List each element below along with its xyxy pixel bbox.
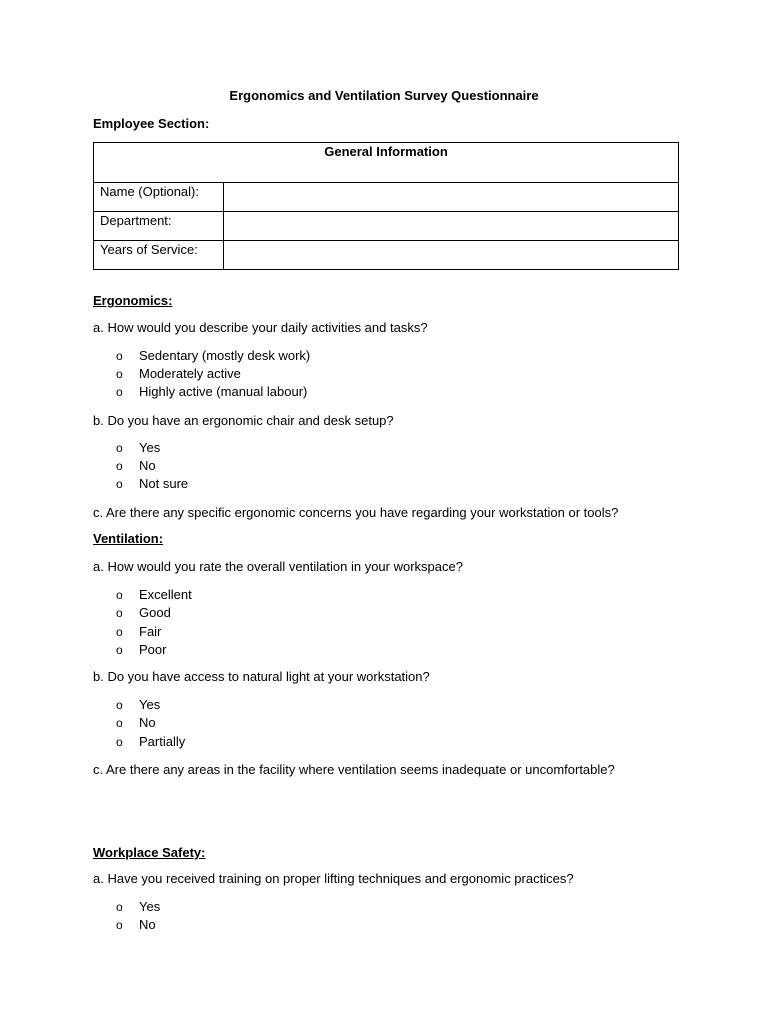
option-label: Not sure: [139, 476, 189, 491]
option-training-no[interactable]: [0, 917, 768, 933]
ventilation-heading: Ventilation:: [93, 531, 164, 546]
option-fair[interactable]: [0, 624, 768, 640]
option-label: Highly active (manual labour): [139, 384, 308, 399]
name-field-input[interactable]: [224, 183, 679, 212]
ventilation-question-c: c. Are there any areas in the facility where ventilation seems inadequate or uncomfortable?: [93, 762, 615, 777]
option-label: Fair: [139, 624, 162, 639]
option-label: Yes: [139, 697, 161, 712]
years-of-service-field-label: Years of Service:: [94, 241, 224, 270]
department-field-input[interactable]: [224, 212, 679, 241]
department-field-label: Department:: [94, 212, 224, 241]
option-label: Sedentary (mostly desk work): [139, 348, 311, 363]
general-information-header: General Information: [94, 143, 679, 183]
name-field-label: Name (Optional):: [94, 183, 224, 212]
option-bullet: o: [116, 625, 123, 639]
option-chair-no[interactable]: [0, 458, 768, 474]
ventilation-question-b: b. Do you have access to natural light at your workstation?: [93, 669, 430, 684]
option-light-yes[interactable]: [0, 697, 768, 713]
option-bullet: o: [116, 698, 123, 712]
years-of-service-field-input[interactable]: [224, 241, 679, 270]
option-bullet: o: [116, 918, 123, 932]
ergonomics-question-b: b. Do you have an ergonomic chair and desk setup?: [93, 413, 394, 428]
ventilation-question-a: a. How would you rate the overall ventilation in your workspace?: [93, 559, 463, 574]
option-bullet: o: [116, 477, 123, 491]
option-label: Yes: [139, 440, 161, 455]
ergonomics-question-c: c. Are there any specific ergonomic concerns you have regarding your workstation or tools?: [93, 505, 619, 520]
option-label: Partially: [139, 734, 186, 749]
option-light-partially[interactable]: [0, 734, 768, 750]
option-highly-active[interactable]: [0, 384, 768, 400]
option-bullet: o: [116, 367, 123, 381]
option-bullet: o: [116, 735, 123, 749]
option-training-yes[interactable]: [0, 899, 768, 915]
workplace-safety-question-a: a. Have you received training on proper lifting techniques and ergonomic practices?: [93, 871, 574, 886]
option-label: No: [139, 458, 156, 473]
option-sedentary[interactable]: [0, 348, 768, 364]
option-excellent[interactable]: [0, 587, 768, 603]
option-bullet: o: [116, 643, 123, 657]
option-good[interactable]: [0, 605, 768, 621]
option-chair-not-sure[interactable]: [0, 476, 768, 492]
option-bullet: o: [116, 606, 123, 620]
option-light-no[interactable]: [0, 715, 768, 731]
employee-section-label: Employee Section:: [93, 116, 210, 131]
option-chair-yes[interactable]: [0, 440, 768, 456]
option-bullet: o: [116, 716, 123, 730]
option-bullet: o: [116, 588, 123, 602]
option-bullet: o: [116, 459, 123, 473]
option-label: Yes: [139, 899, 161, 914]
option-bullet: o: [116, 900, 123, 914]
ergonomics-question-a: a. How would you describe your daily activities and tasks?: [93, 320, 428, 335]
survey-title: Ergonomics and Ventilation Survey Questionnaire: [229, 88, 539, 103]
option-label: Excellent: [139, 587, 192, 602]
option-label: Good: [139, 605, 171, 620]
general-information-table: [93, 142, 679, 270]
option-bullet: o: [116, 349, 123, 363]
option-label: Poor: [139, 642, 167, 657]
option-bullet: o: [116, 441, 123, 455]
option-label: No: [139, 715, 156, 730]
option-moderately-active[interactable]: [0, 366, 768, 382]
ergonomics-heading: Ergonomics:: [93, 293, 173, 308]
option-bullet: o: [116, 385, 123, 399]
workplace-safety-heading: Workplace Safety:: [93, 845, 206, 860]
option-label: No: [139, 917, 156, 932]
option-label: Moderately active: [139, 366, 241, 381]
option-poor[interactable]: [0, 642, 768, 658]
